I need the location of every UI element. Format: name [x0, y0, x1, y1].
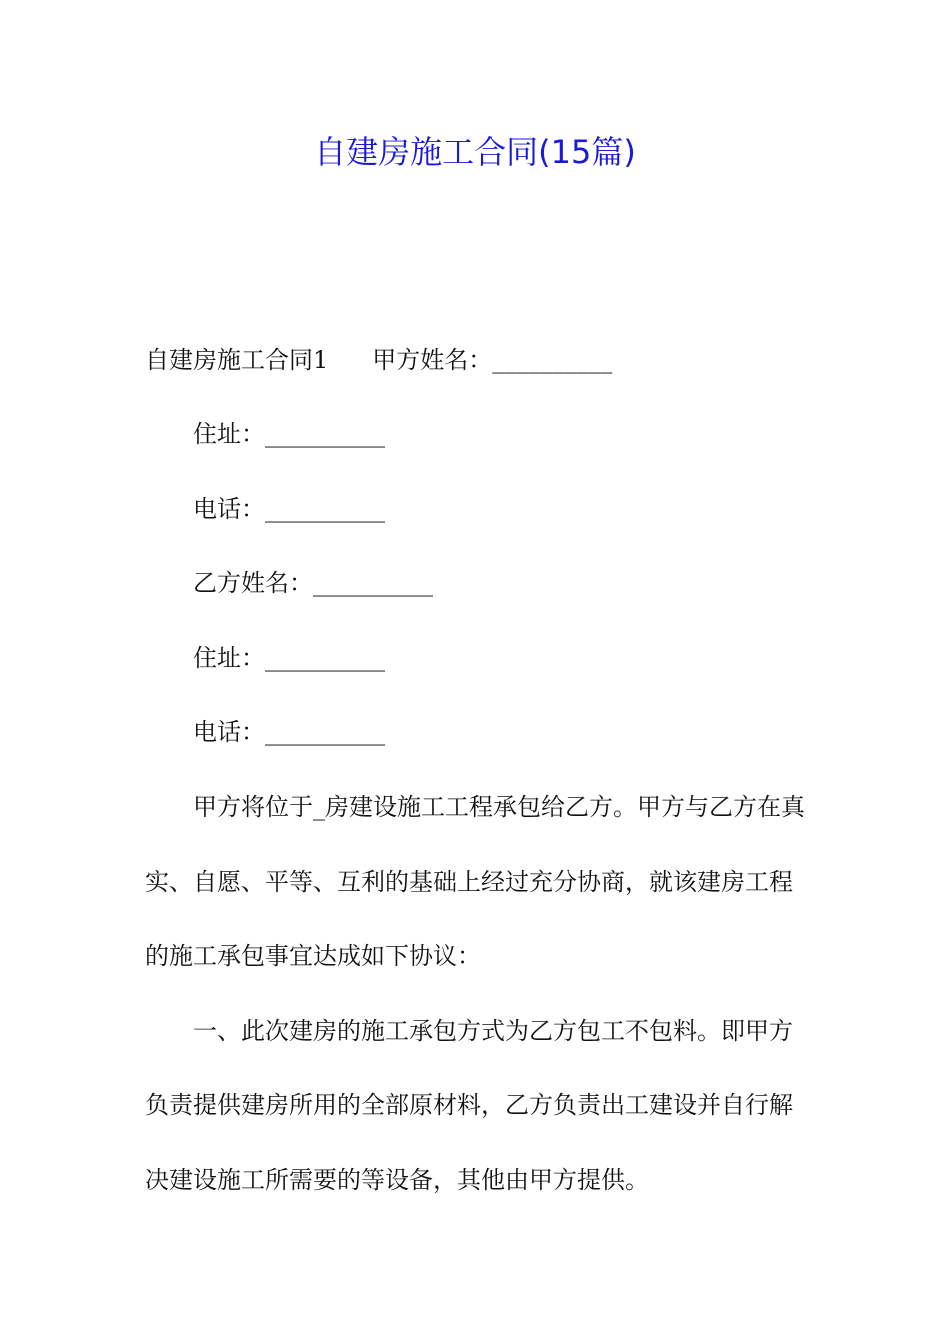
paragraph-1-line-1: 甲方将位于_房建设施工工程承包给乙方。甲方与乙方在真 [193, 793, 805, 821]
party-b-address-label: 住址： [193, 644, 265, 672]
party-a-phone-label: 电话： [193, 495, 265, 523]
paragraph-1-line-2: 实、自愿、平等、互利的基础上经过充分协商，就该建房工程 [145, 868, 793, 896]
contract-heading-label: 自建房施工合同1 [145, 346, 329, 374]
clause-1-line-3: 决建设施工所需要的等设备，其他由甲方提供。 [145, 1166, 649, 1194]
party-a-address-line [193, 416, 858, 452]
party-b-name-label: 乙方姓名： [193, 569, 313, 597]
party-b-phone-field[interactable]: __________ [265, 718, 385, 746]
party-b-phone-label: 电话： [193, 718, 265, 746]
party-b-name-field[interactable]: __________ [313, 569, 433, 597]
clause-1-line-1: 一、此次建房的施工承包方式为乙方包工不包料。即甲方 [193, 1017, 793, 1045]
party-b-phone-line [193, 714, 858, 750]
contract-heading-line [145, 342, 810, 378]
document-title: 自建房施工合同(15篇) [314, 133, 636, 171]
paragraph-1-line-3: 的施工承包事宜达成如下协议： [145, 942, 481, 970]
party-a-phone-field[interactable]: __________ [265, 495, 385, 523]
party-b-address-line [193, 640, 858, 676]
party-a-name-label: 甲方姓名： [372, 346, 493, 374]
party-a-name-field[interactable]: __________ [492, 346, 613, 374]
party-b-name-line [193, 565, 858, 601]
party-b-address-field[interactable]: __________ [265, 644, 385, 672]
party-a-phone-line [193, 491, 858, 527]
clause-1-line-2: 负责提供建房所用的全部原材料，乙方负责出工建设并自行解 [145, 1091, 793, 1119]
party-a-address-field[interactable]: __________ [265, 420, 385, 448]
party-a-address-label: 住址： [193, 420, 265, 448]
